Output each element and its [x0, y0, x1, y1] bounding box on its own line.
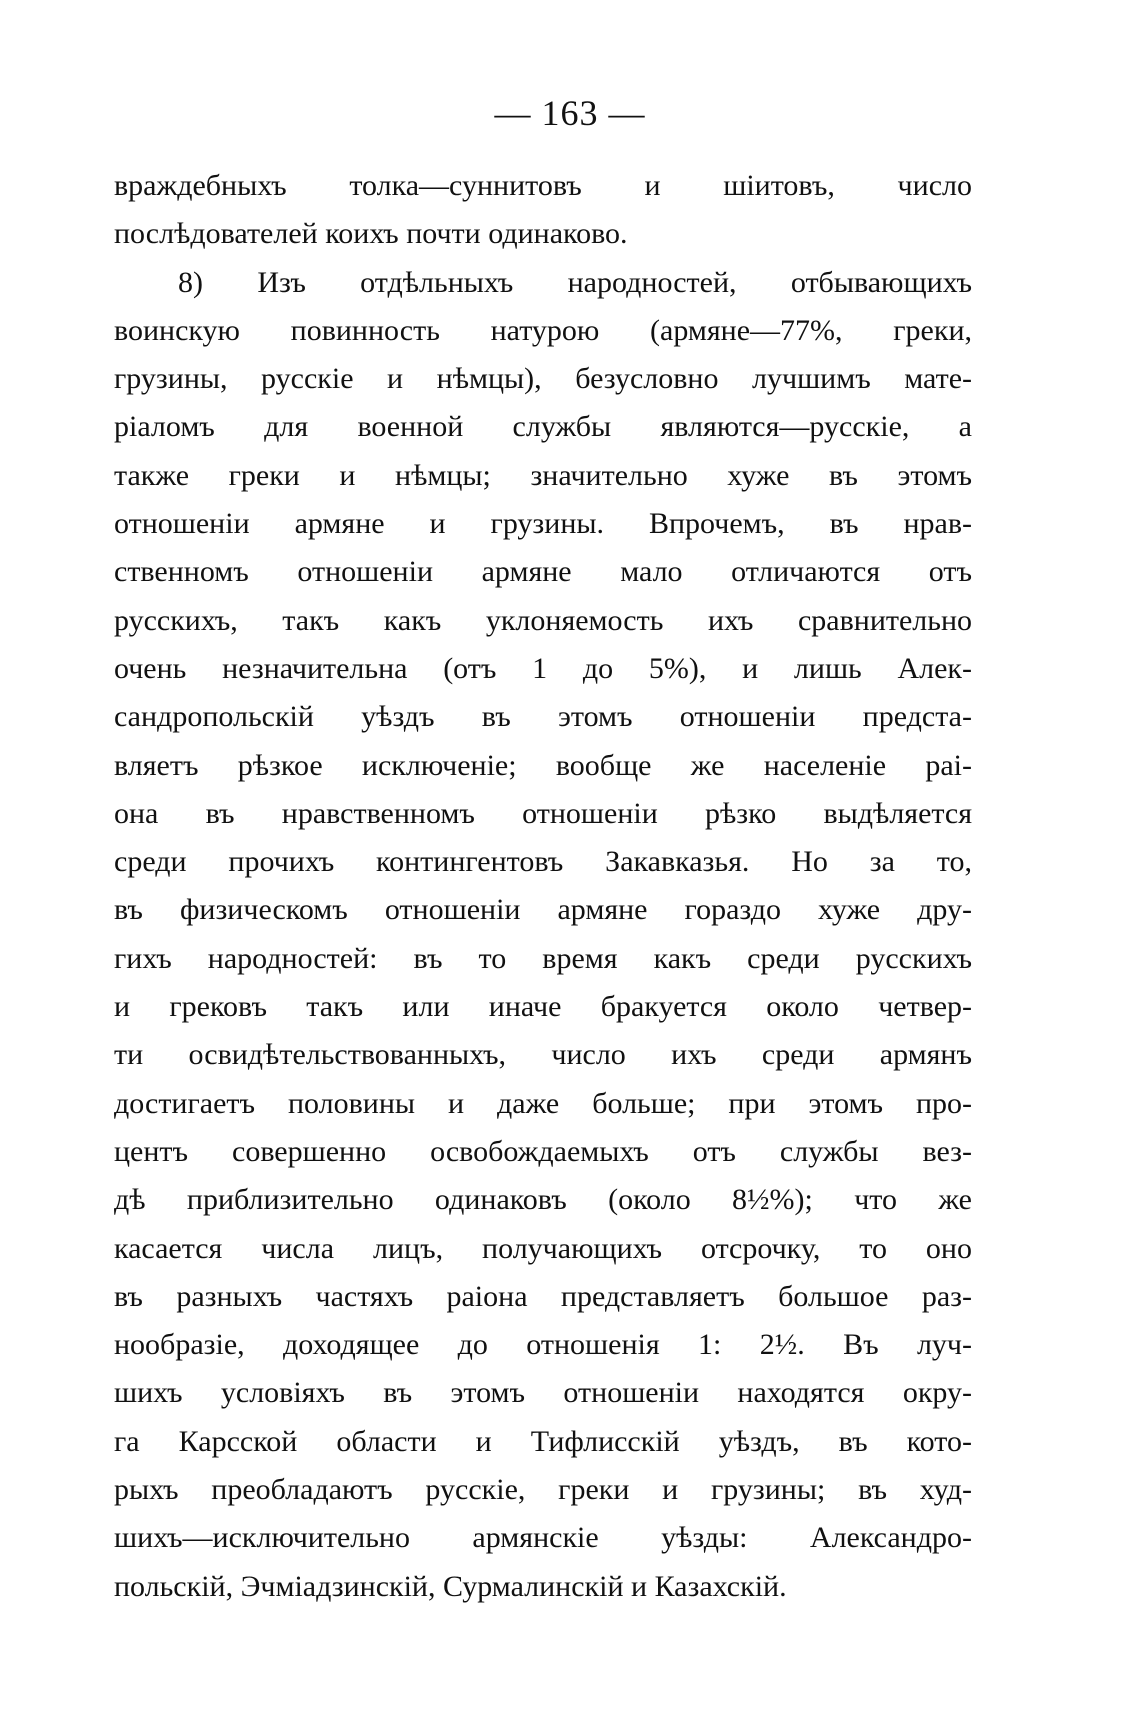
text-line: воинскую повинность натурою (армяне—77%, греки, [114, 313, 972, 347]
text-line: достигаетъ половины и даже больше; при этомъ про- [114, 1086, 972, 1120]
paragraph [114, 259, 972, 1611]
paragraph [114, 162, 972, 259]
text-line: русскихъ, такъ какъ уклоняемость ихъ сравнительно [114, 603, 972, 637]
text-line: дѣ приблизительно одинаковъ (около 8½%); что же [114, 1183, 972, 1217]
text-line: шихъ условiяхъ въ этомъ отношенiи находятся окру- [114, 1376, 972, 1410]
text-line: среди прочихъ контингентовъ Закавказья. Но за то, [114, 845, 972, 879]
text-line: въ физическомъ отношенiи армяне гораздо хуже дру- [114, 893, 972, 927]
text-line: центъ совершенно освобождаемыхъ отъ службы вез- [114, 1134, 972, 1168]
text-line: га Карсской области и Тифлисскiй уѣздъ, въ кото- [114, 1424, 972, 1458]
text-line: грузины, русскiе и нѣмцы), безусловно лучшимъ мате- [114, 362, 972, 396]
text-line: ственномъ отношенiи армяне мало отличаются отъ [114, 555, 972, 589]
page-body-text [114, 162, 972, 1611]
text-line: рыхъ преобладаютъ русскiе, греки и грузины; въ худ- [114, 1473, 972, 1507]
text-line: касается числа лицъ, получающихъ отсрочку, то оно [114, 1231, 972, 1265]
text-line: также греки и нѣмцы; значительно хуже въ этомъ [114, 458, 972, 492]
text-line: рiаломъ для военной службы являются—русскiе, а [114, 410, 972, 444]
text-line: и грековъ такъ или иначе бракуется около четвер- [114, 990, 972, 1024]
text-line: шихъ—исключительно армянскiе уѣзды: Александро- [114, 1521, 972, 1555]
text-line: въ разныхъ частяхъ раiона представляетъ большое раз- [114, 1279, 972, 1313]
text-line: очень незначительна (отъ 1 до 5%), и лишь Алек- [114, 651, 972, 685]
text-line: вляетъ рѣзкое исключенiе; вообще же населенiе раi- [114, 748, 972, 782]
text-line: сандропольскiй уѣздъ въ этомъ отношенiи предста- [114, 700, 972, 734]
text-line: отношенiи армяне и грузины. Впрочемъ, въ нрав- [114, 507, 972, 541]
text-line: послѣдователей коихъ почти одинаково. [114, 217, 628, 251]
text-line: польскiй, Эчмiадзинскiй, Сурмалинскiй и Казахскiй. [114, 1569, 787, 1603]
text-line: 8) Изъ отдѣльныхъ народностей, отбывающихъ [178, 265, 972, 299]
text-line: враждебныхъ толка—суннитовъ и шiитовъ, число [114, 169, 972, 202]
text-line: ти освидѣтельствованныхъ, число ихъ среди армянъ [114, 1038, 972, 1072]
text-line: гихъ народностей: въ то время какъ среди русскихъ [114, 941, 972, 975]
page-number: — 163 — [494, 93, 646, 133]
text-line: нообразiе, доходящее до отношенiя 1: 2½. Въ луч- [114, 1328, 972, 1362]
text-line: она въ нравственномъ отношенiи рѣзко выдѣляется [114, 796, 972, 830]
